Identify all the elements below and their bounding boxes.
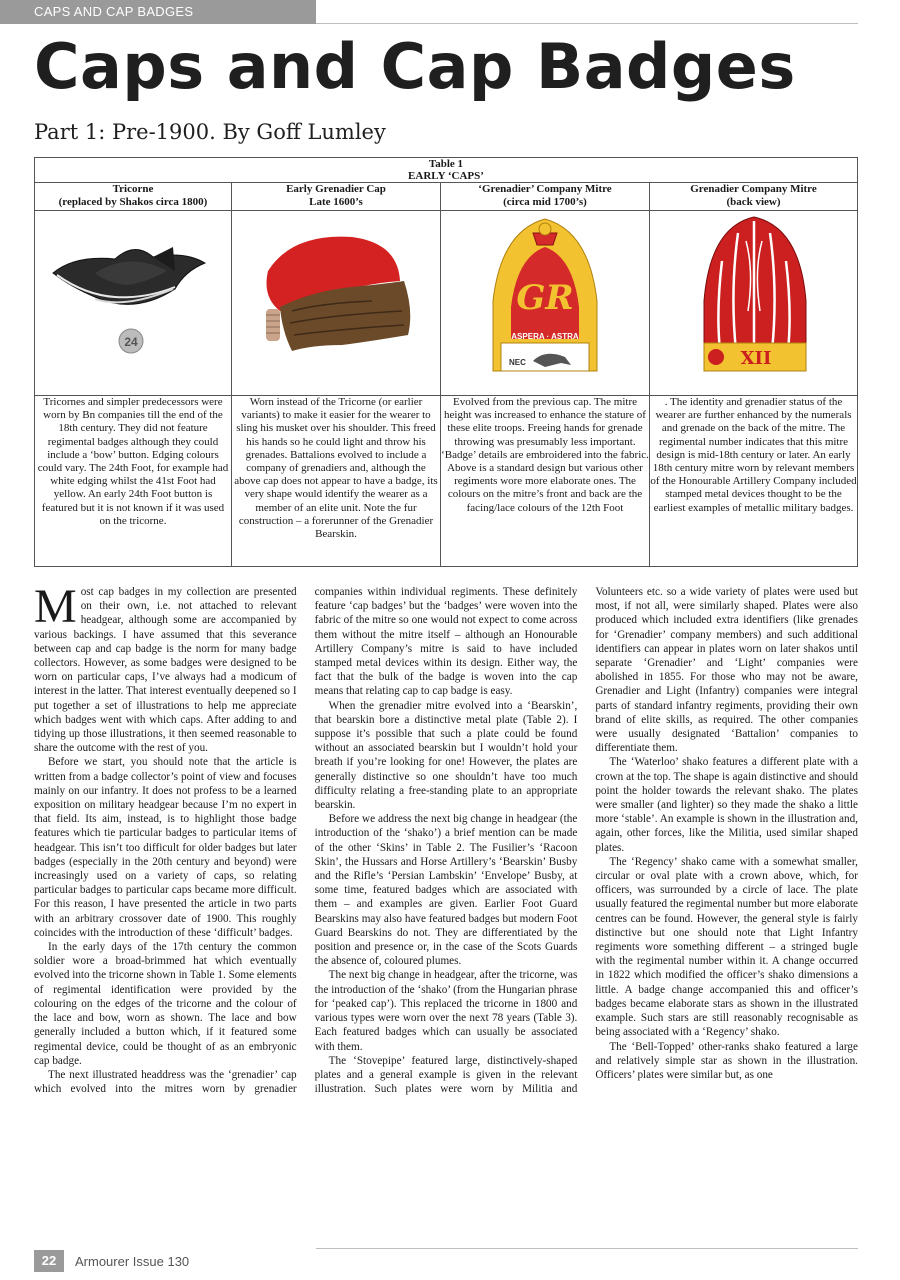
article-paragraph [34, 580, 297, 755]
grenadier-cap-cell [232, 211, 441, 396]
article-paragraph: The ‘Regency’ shako came with a somewhat smaller, circular or oval plate with a crown above, which, for officers, was surrounded by a circle of lace. The plate usually featured the regimental number but more elaborate centres can be found. However, the general style is fairly distinctive but one should note that Light Infantry regiments wore something different – a stringed bugle with the regimental number within it. A change occurred in 1822 which modified the officer’s shako dimensions a little. A badge change accompanied this and officer’s badges became elaborate stars as shown in the illustrated example. Such stars are still reasonably recognisable as being associated with a ‘Regency’ shako. [595, 855, 858, 1039]
article-paragraph: Before we address the next big change in headgear (the introduction of the ‘shako’) a brief mention can be made of the other ‘Skins’ in Table 2. The Fusilier’s ‘Racoon Skin’, the Hussars and Horse Artillery’s ‘Bearskin’ Busby and the Rifle’s ‘Persian Lambskin’ ‘Envelope’ Busby, at some time, featured badges which are associated with them – and examples are given. Earlier Foot Guard Bearskins may also have featured badges but modern Foot Guard Bearskins do not. They are differentiated by the position and presence or, in the case of the Scots Guards the absence of, coloured plumes. [314, 813, 578, 968]
article-paragraph: The ‘Bell-Topped’ other-ranks shako featured a large and relatively simple star as shown in the illustration. Officers’ plates were similar but, as one [595, 1040, 858, 1081]
article-paragraph: The next illustrated headdress was the ‘grenadier’ cap which evolved into the mitres worn by grenadier companies within individual regiments. These definitely feature ‘cap badges’ but the ‘badges’ were woven into the fabric of the mitre so one would not expect to come across them without the mitre itself – although an Honourable Artillery Company’s mitre is said to have included stamped metal devices within its design. Either way, the fact that the bulk of the badge is woven into the cap means that relating cap to cap badge is easy. [34, 586, 578, 1096]
grenadier-mitre-front-image [441, 211, 649, 395]
paragraph-text: ost cap badges in my collection are presented on their own, i.e. not attached to relevant headgear, although some are accompanied by various backings. I have assumed that this severance between cap and cap badge is the norm for many badge collectors. However, as some badges were designed to be worn on particular caps, I’ve always had a modicum of interest in the latter. That interest eventually deepened so I put together a set of illustrations to help me appreciate which badges went with which caps. After adding to and tidying up those illustrations, it then seemed reasonable to share the outcome with the rest of you. [34, 586, 297, 755]
description-grenadier-cap: Worn instead of the Tricorne (or earlier variants) to make it easier for the wearer to sling his musket over his shoulder. This freed his hands so he could light and throw his grenades. Battalions evolved to include a company of grenadiers and, although the above cap does not appear to have a badge, its very shape would identify the wearer as a member of an elite unit. Note the fur construction – a forerunner of the Grenadier Bearskin. [232, 396, 441, 567]
header-early-grenadier-cap [232, 183, 441, 211]
grenadier-mitre-front-cell [441, 211, 650, 396]
header-tricorne [35, 183, 232, 211]
page-title: Caps and Cap Badges [34, 30, 796, 103]
page-number: 22 [34, 1250, 64, 1272]
header-line: Tricorne [112, 183, 154, 195]
header-grenadier-mitre-back [650, 183, 858, 211]
article-paragraph: Before we start, you should note that the article is written from a badge collector’s point of view and focuses mainly on our infantry. It does not profess to be a learned exposition on military headgear because I’m no expert in that field. Its aim, instead, is to highlight those badge features which tie particular badges to particular items of headgear. This isn’t too difficult for older badges but later badges (especially in the 20th century and beyond) were increasingly used on a variety of caps, so relating particular badges to particular caps became more difficult. For this reason, I have presented the article in two parts with an arbitrary crossover date of 1900. This roughly coincides with the introduction of these ‘difficult’ badges. [34, 756, 297, 939]
grenade-icon [708, 349, 724, 365]
footer-publication: Armourer Issue 130 [75, 1254, 190, 1269]
mitre-motto: ASPERA · ASTRA [511, 332, 579, 341]
header-line: Grenadier Company Mitre [690, 183, 817, 195]
header-line: (circa mid 1700’s) [503, 195, 587, 208]
tricorne-cell [35, 211, 232, 396]
page-subtitle: Part 1: Pre-1900. By Goff Lumley [34, 120, 386, 144]
early-caps-table [34, 157, 858, 567]
header-line: (back view) [726, 195, 781, 208]
table-title-line2: EARLY ‘CAPS’ [408, 170, 484, 182]
article-paragraph: The ‘Stovepipe’ featured large, distinctively-shaped plates and a general example is given in the relevant illustration. Such plates were worn by Militia and Volunteers etc. so a wide variety of plates were used but most, if not all, were similarly shaped. Plates were also produced which included extra identifiers (like grenades for ‘Grenadier’ company members) and such additional identifiers can appear in plates worn on later shakos until separate ‘Grenadier’ and ‘Light’ companies were abolished in 1855. For those who may not be aware, Grenadier and Light (Infantry) companies were integral parts of standard infantry regiments, providing their own brand of elite skills, as required. The other companies were usually designated ‘Battalion’ companies to differentiate them. [314, 586, 858, 1096]
header-line: Late 1600’s [309, 195, 363, 208]
grenadier-mitre-back-image [650, 211, 860, 395]
section-label: CAPS AND CAP BADGES [34, 4, 194, 19]
tricorne-image [35, 211, 231, 395]
top-rule [316, 23, 858, 24]
grenadier-cap-image [232, 211, 440, 395]
table-title-line1: Table 1 [428, 158, 464, 170]
description-tricorne: Tricornes and simpler predecessors were worn by Bn companies till the end of the 18th century. They did not feature regimental badges although they could include a ‘bow’ button. Edging colours could vary. The 24th Foot, for example had white edging whilst the 41st Foot had yellow. An early 24th Foot button is featured but it is not known if it was used on the tricorne. [35, 396, 232, 567]
header-grenadier-mitre [441, 183, 650, 211]
table-title [35, 158, 858, 183]
header-line: Early Grenadier Cap [286, 183, 386, 195]
article-body [34, 580, 858, 1217]
bottom-rule [316, 1248, 858, 1249]
article-paragraph: The ‘Waterloo’ shako features a different plate with a crown at the top. The shape is again distinctive and should point the holder towards the relevant shako. The plates were smaller (and lighter) so they made the shako a little more ‘stable’. An example is shown in the illustration and, again, other forces, like the Militia, used similar shaped plates. [595, 756, 858, 854]
grenadier-mitre-back-cell [650, 211, 858, 396]
header-line: (replaced by Shakos circa 1800) [58, 195, 208, 208]
mitre-numeral: XII [740, 348, 772, 369]
description-mitre-front: Evolved from the previous cap. The mitre height was increased to enhance the stature of these elite troops. Freeing hands for grenade throwing was presumably less important. ‘Badge’ details are embroidered into the fabric. Above is a standard design but various other regiments wore more elaborate ones. The colours on the mitre’s front and back are the facing/lace colours of the 12th Foot [441, 396, 650, 567]
gr-cipher-icon: GR [516, 278, 574, 318]
article-paragraph: In the early days of the 17th century the common soldier wore a broad-brimmed hat which eventually evolved into the tricorne shown in Table 1. Some elements of regimental identification were provided by the colouring on the edges of the tricorne and the colour of the lace and bow, worn as shown. The lace and bow generally included a button which, if it featured some regimental device, could be thought of as an embryonic cap badge. [34, 941, 297, 1067]
drop-cap: M [34, 580, 77, 633]
mitre-motto-lower: NEC [509, 358, 526, 367]
article-paragraph: When the grenadier mitre evolved into a ‘Bearskin’, that bearskin bore a distinctive metal plate (Table 2). I suppose it’s possible that such a plate could be found without an associated bearskin but I wouldn’t hold your breath if you’re looking for one! However, the plates are generally distinctive so one shouldn’t have too much difficulty relating a free-standing plate to an appropriate bearskin. [314, 699, 578, 812]
article-paragraph: The next big change in headgear, after the tricorne, was the introduction of the ‘shako’ (from the Hungarian phrase for ‘peaked cap’). This replaced the tricorne in 1800 and various types were worn over the next 78 years (Table 3). Each featured badges which can usually be associated with them. [314, 969, 578, 1053]
description-mitre-back: . The identity and grenadier status of the wearer are further enhanced by the numerals and grenade on the back of the mitre. The regimental number indicates that this mitre design is mid-18th century or later. An early 18th century mitre worn by relevant members of the Honourable Artillery Company included stamped metal devices thought to be the earliest examples of metallic military badges. [650, 396, 858, 567]
header-line: ‘Grenadier’ Company Mitre [478, 183, 612, 195]
badge-number: 24 [124, 335, 138, 349]
